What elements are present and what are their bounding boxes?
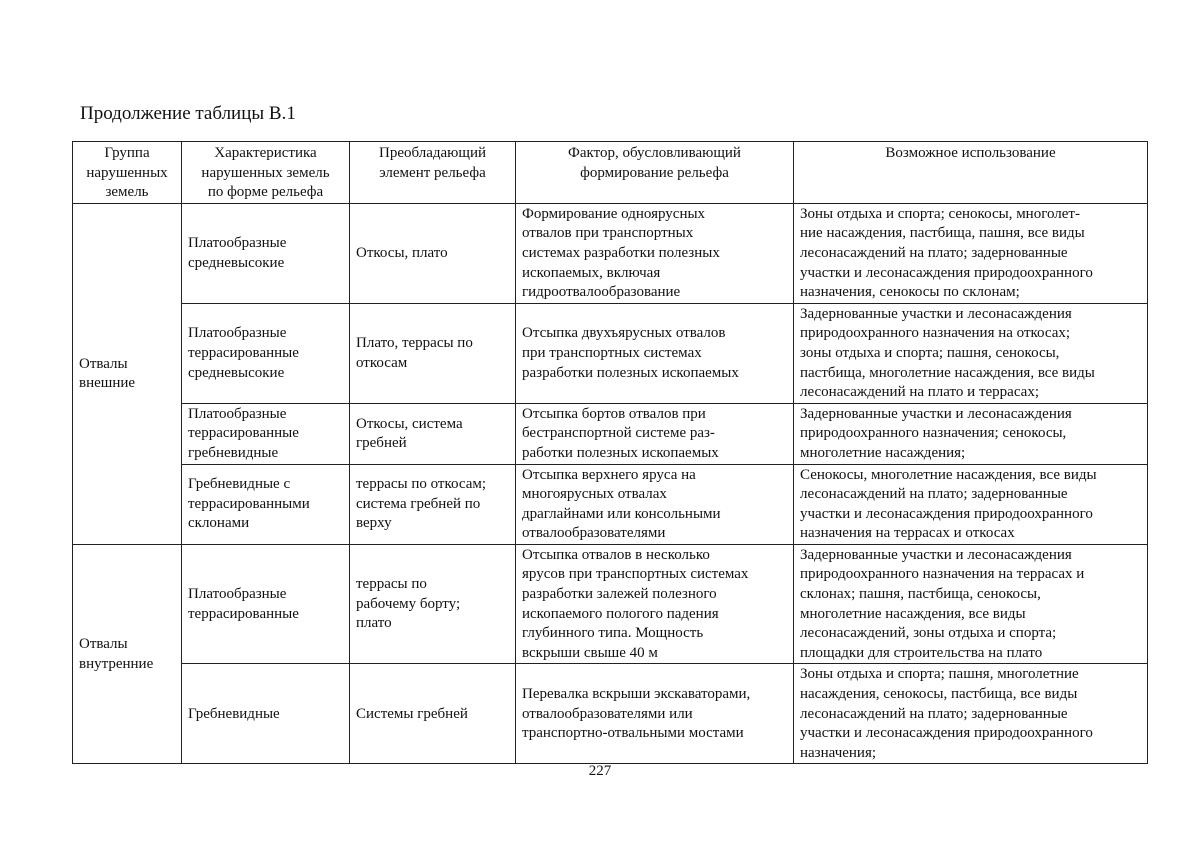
- group-cell: Отвалы внутренние: [73, 544, 182, 764]
- table-row: [73, 664, 1148, 764]
- factor-cell: Перевалка вскрыши экскаваторами, отвалообразователями или транспортно-отвальными мостами: [516, 664, 794, 764]
- table-row: [73, 403, 1148, 464]
- column-header-factor: Фактор, обусловливающий формирование рельефа: [516, 142, 794, 204]
- relief-element-cell: Откосы, система гребней: [350, 403, 516, 464]
- factor-cell: Отсыпка двухъярусных отвалов при транспортных системах разработки полезных ископаемых: [516, 303, 794, 403]
- relief-element-cell: террасы по откосам; система гребней по верху: [350, 464, 516, 544]
- possible-use-cell: Задернованные участки и лесонасаждения природоохранного назначения; сенокосы, многолетние насаждения;: [794, 403, 1148, 464]
- table-row: [73, 203, 1148, 303]
- page-number: 227: [588, 763, 612, 779]
- relief-form-cell: Гребневидные с террасированными склонами: [182, 464, 350, 544]
- possible-use-cell: Задернованные участки и лесонасаждения природоохранного назначения на террасах и склонах; пашня, пастбища, сенокосы, многолетние насаждения, все виды лесонасаждений, зоны отдыха и спорта; площадки для строительства на плато: [794, 544, 1148, 664]
- possible-use-cell: Зоны отдыха и спорта; сенокосы, многолет- ние насаждения, пастбища, пашня, все виды лесонасаждений на плато; задернованные участки и лесонасаждения природоохранного назначения, сенокосы по склонам;: [794, 203, 1148, 303]
- factor-cell: Формирование одноярусных отвалов при транспортных системах разработки полезных ископаемых, включая гидроотвалообразование: [516, 203, 794, 303]
- relief-form-cell: Платообразные террасированные гребневидные: [182, 403, 350, 464]
- column-header-possible-use: Возможное использование: [794, 142, 1148, 204]
- table-row: [73, 464, 1148, 544]
- relief-form-cell: Гребневидные: [182, 664, 350, 764]
- table-row: [73, 303, 1148, 403]
- land-reclamation-table: [72, 141, 1148, 764]
- relief-form-cell: Платообразные террасированные средневысокие: [182, 303, 350, 403]
- possible-use-cell: Задернованные участки и лесонасаждения природоохранного назначения на откосах; зоны отдыха и спорта; пашня, сенокосы, пастбища, многолетние насаждения, все виды лесонасаждений на плато и террасах;: [794, 303, 1148, 403]
- column-header-relief-element: Преобладающий элемент рельефа: [350, 142, 516, 204]
- column-header-relief-form: Характеристика нарушенных земель по форме рельефа: [182, 142, 350, 204]
- factor-cell: Отсыпка отвалов в несколько ярусов при транспортных системах разработки залежей полезного ископаемого пологого падения глубинного типа. Мощность вскрыши свыше 40 м: [516, 544, 794, 664]
- relief-element-cell: Откосы, плато: [350, 203, 516, 303]
- column-header-group: Группа нарушенных земель: [73, 142, 182, 204]
- table-caption: Продолжение таблицы В.1: [80, 103, 296, 124]
- group-cell: Отвалы внешние: [73, 203, 182, 544]
- relief-form-cell: Платообразные средневысокие: [182, 203, 350, 303]
- relief-element-cell: Системы гребней: [350, 664, 516, 764]
- possible-use-cell: Сенокосы, многолетние насаждения, все виды лесонасаждений на плато; задернованные участки и лесонасаждения природоохранного назначения на террасах и откосах: [794, 464, 1148, 544]
- factor-cell: Отсыпка бортов отвалов при бестранспортной системе раз- работки полезных ископаемых: [516, 403, 794, 464]
- table-row: [73, 544, 1148, 664]
- factor-cell: Отсыпка верхнего яруса на многоярусных отвалах драглайнами или консольными отвалообразователями: [516, 464, 794, 544]
- relief-form-cell: Платообразные террасированные: [182, 544, 350, 664]
- possible-use-cell: Зоны отдыха и спорта; пашня, многолетние насаждения, сенокосы, пастбища, все виды лесонасаждений на плато; задернованные участки и лесонасаждения природоохранного назначения;: [794, 664, 1148, 764]
- relief-element-cell: террасы по рабочему борту; плато: [350, 544, 516, 664]
- table-header-row: [73, 142, 1148, 204]
- relief-element-cell: Плато, террасы по откосам: [350, 303, 516, 403]
